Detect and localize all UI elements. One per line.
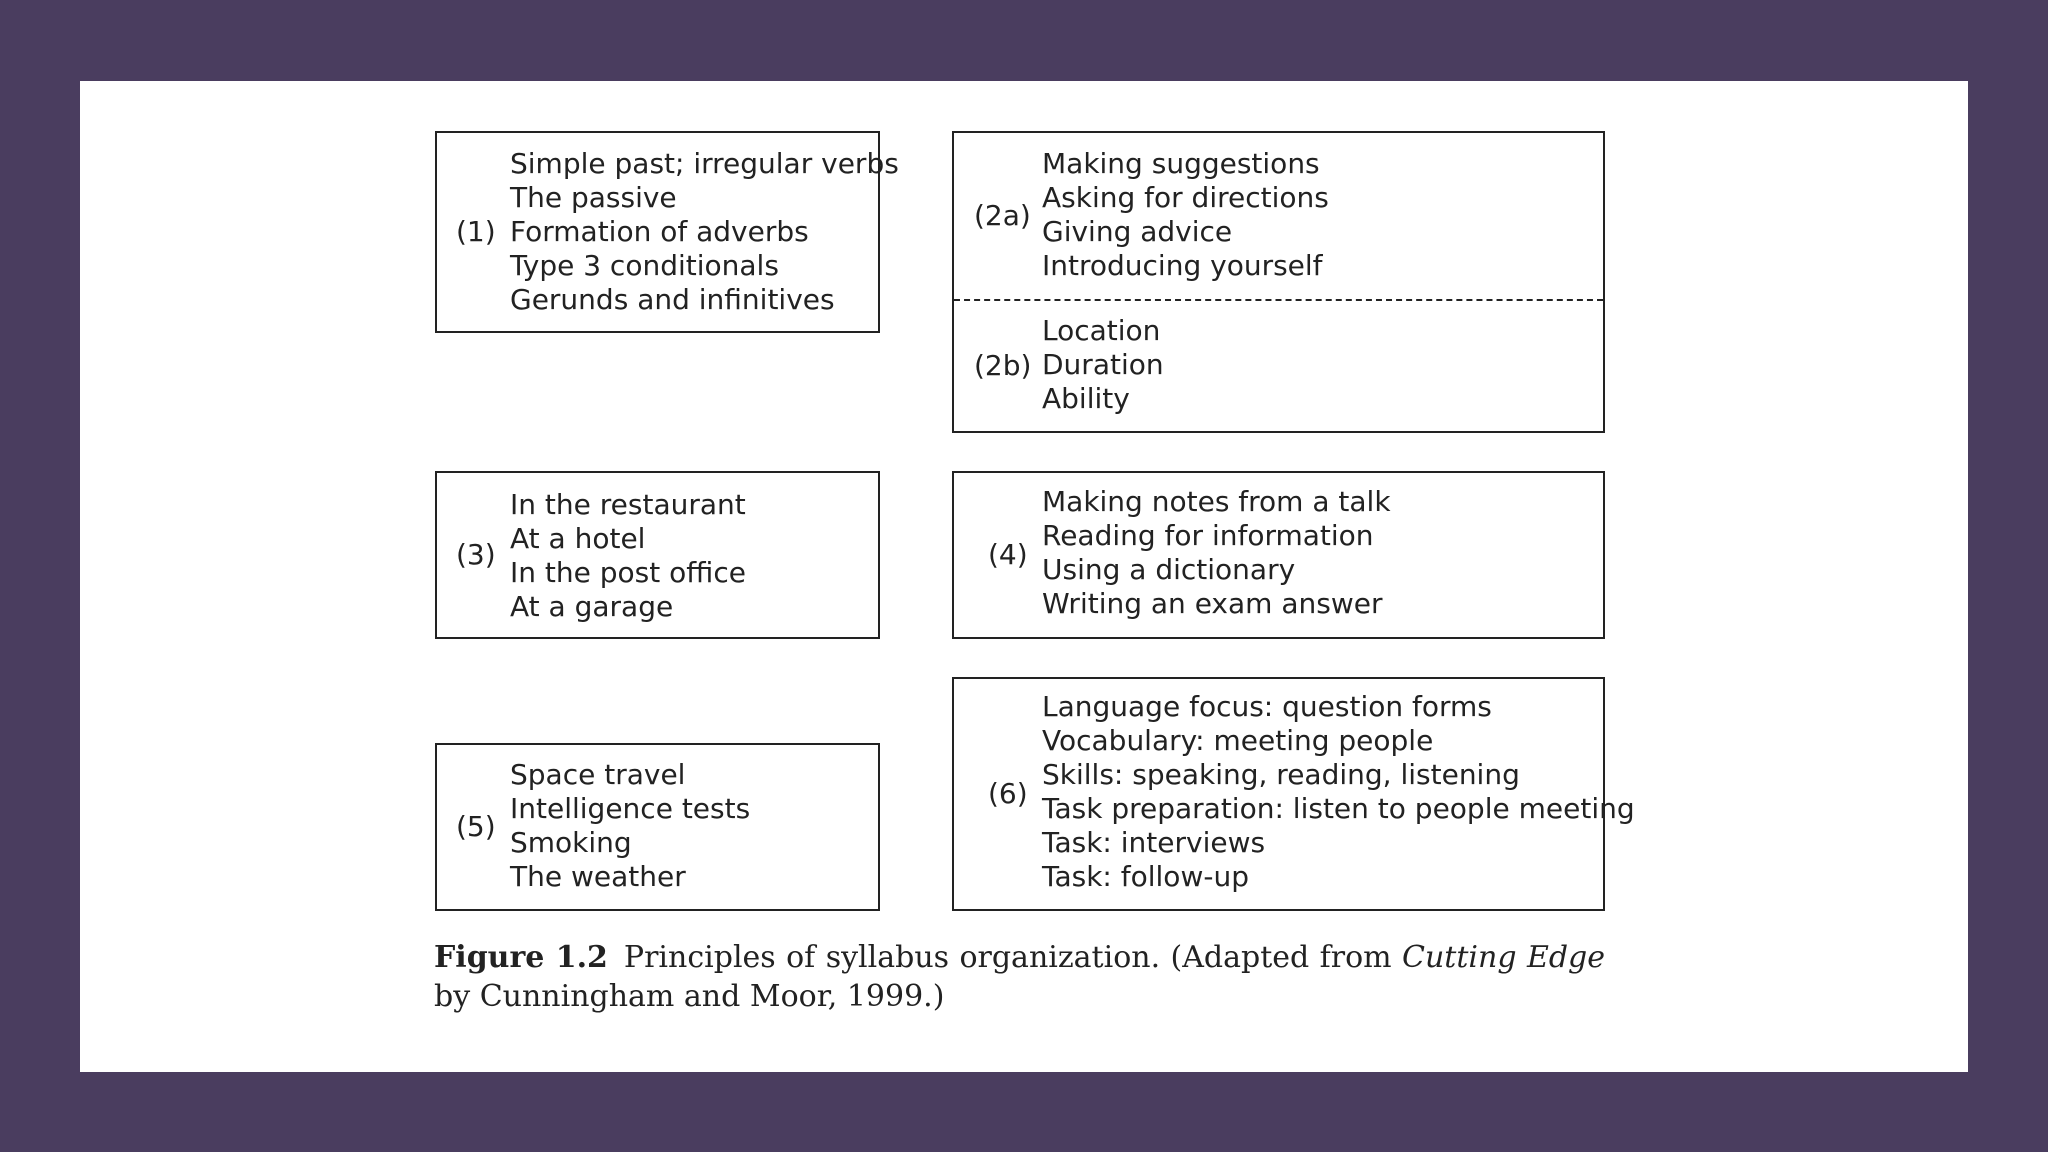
box-3-items bbox=[510, 488, 746, 624]
box-5-item: Smoking bbox=[510, 826, 632, 859]
box-5-item: The weather bbox=[510, 860, 686, 893]
box-6-item: Task preparation: listen to people meeting bbox=[1042, 792, 1635, 825]
box-5-item: Intelligence tests bbox=[510, 792, 751, 825]
box-2a bbox=[954, 133, 1603, 299]
box-3-item: In the restaurant bbox=[510, 488, 746, 521]
figure-caption bbox=[434, 938, 1605, 1016]
slide bbox=[80, 81, 1968, 1072]
box-2a-item: Making suggestions bbox=[1042, 147, 1320, 180]
box-1-items bbox=[510, 147, 899, 317]
box-2b-items bbox=[1042, 314, 1164, 416]
box-4-item: Making notes from a talk bbox=[1042, 485, 1391, 518]
box-4-item: Reading for information bbox=[1042, 519, 1374, 552]
box-2a-item: Asking for directions bbox=[1042, 181, 1329, 214]
box-3-item: In the post office bbox=[510, 556, 746, 589]
box-5-item: Space travel bbox=[510, 758, 686, 791]
box-2a-item: Giving advice bbox=[1042, 215, 1233, 248]
box-6-item: Task: interviews bbox=[1042, 826, 1266, 859]
box-2b bbox=[954, 301, 1603, 431]
box-2b-item: Ability bbox=[1042, 382, 1130, 415]
box-2a-item: Introducing yourself bbox=[1042, 249, 1323, 282]
box-2b-number: (2b) bbox=[974, 349, 1032, 382]
box-6-number: (6) bbox=[988, 777, 1028, 810]
box-6-item: Language focus: question forms bbox=[1042, 690, 1492, 723]
figure-number: Figure 1.2 bbox=[434, 940, 608, 975]
box-1-number: (1) bbox=[456, 215, 496, 248]
box-1-item: Formation of adverbs bbox=[510, 215, 809, 248]
box-5-items bbox=[510, 758, 750, 894]
box-6-item: Skills: speaking, reading, listening bbox=[1042, 758, 1520, 791]
box-6 bbox=[952, 677, 1635, 911]
box-3-item: At a garage bbox=[510, 590, 674, 623]
box-1 bbox=[435, 131, 899, 333]
box-4-number: (4) bbox=[988, 538, 1028, 571]
caption-book-title: Cutting Edge bbox=[1402, 940, 1606, 975]
box-6-items bbox=[1042, 690, 1635, 894]
box-4-item: Using a dictionary bbox=[1042, 553, 1296, 586]
box-1-item: Gerunds and infinitives bbox=[510, 283, 835, 316]
box-4-item: Writing an exam answer bbox=[1042, 587, 1383, 620]
box-6-item: Task: follow-up bbox=[1042, 860, 1249, 893]
box-1-item: Simple past; irregular verbs bbox=[510, 147, 899, 180]
box-2a-number: (2a) bbox=[974, 199, 1031, 232]
box-2 bbox=[952, 131, 1605, 433]
box-6-item: Vocabulary: meeting people bbox=[1042, 724, 1434, 757]
caption-text-end: by Cunningham and Moor, 1999.) bbox=[434, 979, 945, 1014]
box-3-item: At a hotel bbox=[510, 522, 646, 555]
box-5-number: (5) bbox=[456, 810, 496, 843]
box-3 bbox=[435, 471, 880, 639]
box-2b-item: Location bbox=[1042, 314, 1161, 347]
box-2b-item: Duration bbox=[1042, 348, 1164, 381]
box-4 bbox=[952, 471, 1605, 639]
box-5 bbox=[435, 743, 880, 911]
box-2a-items bbox=[1042, 147, 1329, 283]
box-1-item: Type 3 conditionals bbox=[510, 249, 779, 282]
box-3-number: (3) bbox=[456, 538, 496, 571]
box-4-items bbox=[1042, 485, 1391, 621]
caption-text: Principles of syllabus organization. (Adapted from bbox=[623, 940, 1403, 975]
box-1-item: The passive bbox=[510, 181, 677, 214]
